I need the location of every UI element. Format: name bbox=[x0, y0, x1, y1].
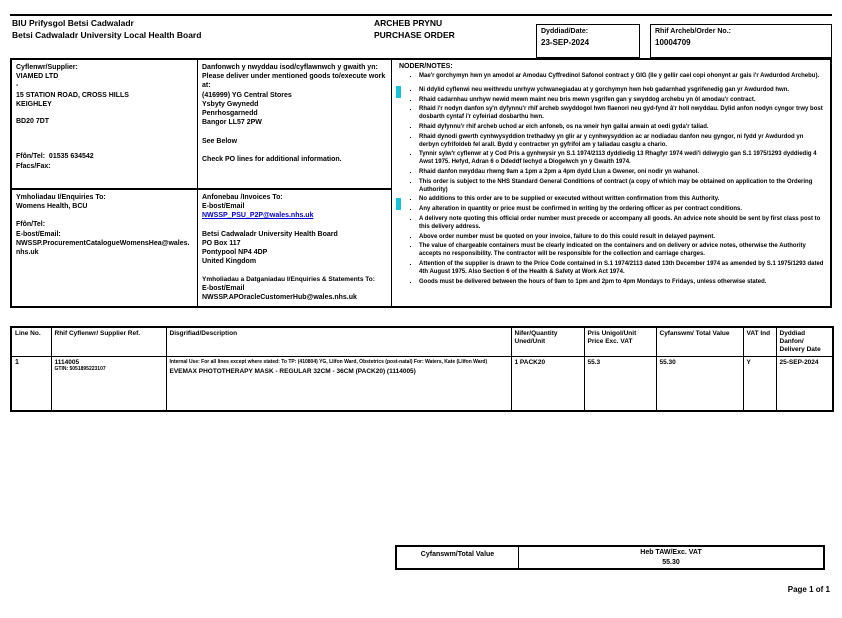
order-number-value: 10004709 bbox=[655, 38, 691, 47]
order-date-label: Dyddiad/Date: bbox=[541, 28, 589, 35]
col-header-quantity: Nifer/Quantity Uned/Unit bbox=[511, 327, 584, 357]
exc-vat-label: Heb TAW/Exc. VAT bbox=[640, 549, 702, 556]
deliver-to-line2: Ysbyty Gwynedd bbox=[202, 100, 259, 108]
deliver-to-heading: Danfonwch y nwyddau isod/cyflawnwch y gwaith yn: Please deliver under mentioned goods to/execute work at: bbox=[202, 64, 386, 90]
internal-use-note: Internal Use: For all lines except where stated: To TP: (410804) YG, Llifon Ward, Obstetrics (post-natal) For: Waters, Kate (Llifon Ward) bbox=[169, 359, 488, 366]
enquiries-phone-label: Ffôn/Tel: bbox=[16, 221, 46, 229]
invoices-org: Betsi Cadwaladr University Health Board bbox=[202, 230, 338, 238]
order-date-value: 23-SEP-2024 bbox=[541, 38, 590, 47]
enquiries-name: Womens Health, BCU bbox=[16, 203, 88, 211]
col-header-unit-price: Pris Unigol/Unit Price Exc. VAT bbox=[584, 327, 656, 357]
note-item: ▪ Rhaid cadarnhau unrhyw newid mewn maint neu bris mewn ysgrifen gan y swyddog archebu yn ôl amodau'r contract. bbox=[419, 97, 825, 105]
cell-line-no: 1 bbox=[11, 357, 51, 411]
enquiries-box bbox=[12, 190, 197, 306]
supplier-ref-value: 1114005 bbox=[54, 359, 80, 367]
document-title bbox=[374, 18, 455, 42]
note-item: ▪ Above order number must be quoted on your invoice, failure to do this could result in delayed payment. bbox=[419, 234, 825, 242]
supplier-fax-label: Ffacs/Fax: bbox=[16, 162, 51, 170]
gtin-value: GTIN: 5051895223107 bbox=[54, 366, 106, 373]
note-item: ▪ Mae'r gorchymyn hwn yn amodol ar Amodau Cyffredinol Safonol contract y GIG (lle y gellir cael copi ohonynt ar gais i'r Awdurdod Archebu). bbox=[419, 73, 825, 81]
middle-column bbox=[198, 60, 392, 306]
organisation-name-english: Betsi Cadwaladr University Local Health Board bbox=[12, 29, 202, 40]
statements-email: NWSSP.APOracleCustomerHub@wales.nhs.uk bbox=[202, 294, 357, 302]
cell-quantity: 1 PACK20 bbox=[511, 357, 584, 411]
note-item: ▪ Goods must be delivered between the hours of 9am to 1pm and 2pm to 4pm Mondays to Fridays, unless otherwise stated. bbox=[419, 279, 825, 287]
note-item: ▪ No additions to this order are to be supplied or executed without written confirmation from this Authority. bbox=[419, 196, 825, 204]
spacer bbox=[16, 109, 193, 117]
statements-heading: Ymholiadau a Datganiadau I/Enquiries & Statements To: bbox=[202, 275, 375, 283]
order-lines-table bbox=[10, 326, 834, 412]
organisation-name-welsh: BIU Prifysgol Betsi Cadwaladr bbox=[12, 18, 134, 28]
invoices-line3: Pontypool NP4 4DP bbox=[202, 249, 268, 257]
cell-description bbox=[166, 357, 511, 411]
order-number-label: Rhif Archeb/Order No.: bbox=[655, 28, 731, 35]
note-item: ▪ A delivery note quoting this official order number must precede or accompany all goods. An advice note should be sent by first class post to this delivery address. bbox=[419, 216, 825, 232]
note-item: ▪ Attention of the supplier is drawn to the Price Code contained in S.1 1974/2113 dated 13th December 1974 as amended by S.1 1975/1293 dated 4th August 1975. Also Section 6 of the Health & Safety at Work Act 1974. bbox=[419, 261, 825, 277]
note-item: ▪ The value of chargeable containers must be clearly indicated on the containers and on delivery or advice notes, otherwise the Authority accepts no responsibility. The contractor will be responsible for the collection and carriage charges. bbox=[419, 243, 825, 259]
total-value-label: Cyfanswm/Total Value bbox=[397, 547, 519, 568]
col-header-vat-ind: VAT Ind bbox=[743, 327, 776, 357]
note-item: ▪ Any alteration in quantity or price must be confirmed in writing by the ordering officer as per contract conditions. bbox=[419, 206, 825, 214]
notes-title: NODER/NOTES: bbox=[399, 63, 453, 70]
note-item: ▪ Ni ddylid cyflenwi neu weithredu unrhyw ychwanegiadau at y gorchymyn hwn heb gadarnhad ysgrifenedig gan yr Awdurdod hwn. bbox=[419, 87, 825, 95]
note-item: ▪ Tynnir sylw'r cyflenwr at y Cod Pris a gynhwysir yn S.1 1974/2113 dyddiedig 13 Rhagfyr 1974 wedi'i ddiwygio gan S.1 1975/1293 dyddiedig 4 Awst 1975. Hefyd, Adran 6 o Ddeddf Iechyd a Diogelwch yn y Gwaith 1974. bbox=[419, 151, 825, 167]
total-exc-vat bbox=[519, 547, 823, 568]
notes-list bbox=[399, 73, 825, 286]
invoices-line4: United Kingdom bbox=[202, 258, 257, 266]
see-below-note: See Below bbox=[202, 137, 238, 145]
invoices-email-link[interactable]: NWSSP_PSU_P2P@wales.nhs.uk bbox=[202, 212, 314, 220]
highlight-marker-icon bbox=[396, 86, 401, 98]
deliver-to-box bbox=[198, 60, 391, 190]
left-column bbox=[12, 60, 198, 306]
invoices-heading: Anfonebau /Invoices To: bbox=[202, 194, 283, 201]
invoices-line2: PO Box 117 bbox=[202, 239, 241, 247]
note-item: ▪ Rhaid danfon nwyddau rhwng 9am a 1pm a 2pm a 4pm dydd Llun a Gwener, oni nodir yn wahanol. bbox=[419, 169, 825, 177]
enquiries-email: NWSSP.ProcurementCatalogueWomensHea@wales.nhs.uk bbox=[16, 239, 190, 257]
supplier-phone-label: Ffôn/Tel: bbox=[16, 153, 46, 161]
note-item: ▪ Rhaid i'r nodyn danfon sy'n dyfynnu'r rhif archeb swyddogol hwn flaenori neu gyd-fynd â'r holl nwyddau. Dylid anfon nodyn cyngor trwy bost dosbarth cyntaf i'r cyfeiriad dosbarthu hwn. bbox=[419, 106, 825, 122]
col-header-total-value: Cyfanswm/ Total Value bbox=[656, 327, 743, 357]
supplier-name: VIAMED LTD bbox=[16, 73, 59, 81]
enquiries-email-label: E-bost/Email: bbox=[16, 230, 61, 238]
supplier-phone-line bbox=[16, 152, 193, 161]
supplier-town: KEIGHLEY bbox=[16, 100, 52, 108]
document-title-welsh: ARCHEB PRYNU bbox=[374, 18, 443, 28]
col-header-delivery-date: Dyddiad Danfon/ Delivery Date bbox=[776, 327, 833, 357]
cell-total-value: 55.30 bbox=[656, 357, 743, 411]
spacer bbox=[16, 211, 193, 220]
deliver-to-line4: Bangor LL57 2PW bbox=[202, 119, 262, 127]
organisation-name bbox=[12, 18, 201, 42]
notes-column bbox=[392, 60, 830, 306]
cell-vat-ind: Y bbox=[743, 357, 776, 411]
order-number-box bbox=[650, 24, 832, 58]
item-description: EVEMAX PHOTOTHERAPY MASK - REGULAR 32CM - 36CM (PACK20) (1114005) bbox=[169, 367, 416, 375]
spacer bbox=[202, 146, 387, 155]
highlight-marker-icon bbox=[396, 198, 401, 210]
spacer bbox=[16, 126, 193, 152]
supplier-label: Cyflenwr/Supplier: bbox=[16, 64, 78, 71]
table-row bbox=[11, 357, 833, 411]
cell-unit-price: 55.3 bbox=[584, 357, 656, 411]
col-header-line-no: Line No. bbox=[11, 327, 51, 357]
exc-vat-value: 55.30 bbox=[662, 558, 680, 566]
cell-delivery-date: 25-SEP-2024 bbox=[776, 357, 833, 411]
supplier-box bbox=[12, 60, 197, 190]
page-number: Page 1 of 1 bbox=[787, 585, 830, 594]
spacer bbox=[202, 221, 387, 230]
spacer bbox=[202, 128, 387, 137]
deliver-to-line3: Penrhosgarnedd bbox=[202, 110, 258, 118]
col-header-description: Disgrifiad/Description bbox=[166, 327, 511, 357]
check-po-lines-note: Check PO lines for additional information. bbox=[202, 155, 342, 163]
note-item: ▪ Rhaid dynodi gwerth cynhwysyddion trethadwy yn glir ar y cynhwysyddion ac ar nodiadau danfon neu gyngor, ni fydd yr Awdurdod yn derbyn cyfrifoldeb fel arall. Bydd y contractwr yn gyfrifol am y taliadau casglu a chario. bbox=[419, 134, 825, 150]
invoices-box bbox=[198, 190, 391, 306]
invoices-email-label: E-bost/Email bbox=[202, 203, 245, 211]
note-item: ▪ This order is subject to the NHS Standard General Conditions of contract (a copy of which may be obtained on application to the Ordering Authority) bbox=[419, 179, 825, 195]
statements-email-label: E-bost/Email bbox=[202, 285, 245, 293]
supplier-address-line2: - bbox=[16, 82, 19, 90]
document-title-english: PURCHASE ORDER bbox=[374, 29, 455, 40]
supplier-phone-value: 01535 634542 bbox=[48, 153, 94, 161]
note-item: ▪ Rhaid dyfynnu'r rhif archeb uchod ar eich anfoneb, os na wneir hyn gallai arwain at oedi gyda'r taliad. bbox=[419, 124, 825, 132]
cell-supplier-ref bbox=[51, 357, 166, 411]
enquiries-heading: Ymholiadau I/Enquiries To: bbox=[16, 194, 106, 201]
deliver-to-line1: (416999) YG Central Stores bbox=[202, 91, 292, 99]
supplier-postcode: BD20 7DT bbox=[16, 118, 50, 126]
supplier-street: 15 STATION ROAD, CROSS HILLS bbox=[16, 91, 129, 99]
table-header-row bbox=[11, 327, 833, 357]
col-header-supplier-ref: Rhif Cyflenwr/ Supplier Ref. bbox=[51, 327, 166, 357]
spacer bbox=[202, 267, 387, 276]
order-total-section bbox=[395, 545, 825, 570]
header-top-border bbox=[10, 14, 832, 16]
order-details-section bbox=[10, 58, 832, 308]
order-date-box bbox=[536, 24, 640, 58]
